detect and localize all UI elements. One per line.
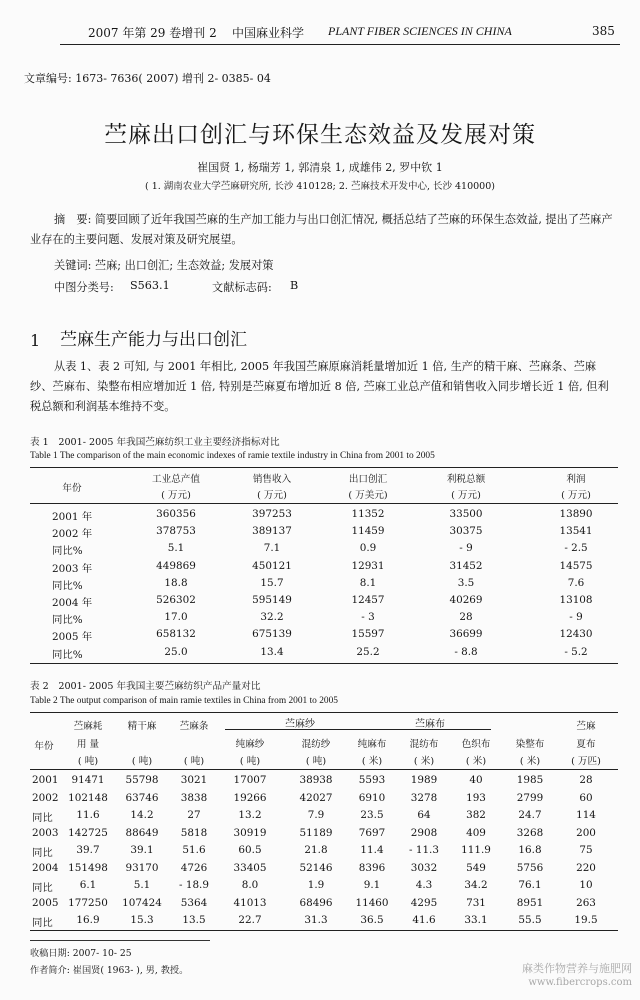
table2-header-unit: ( 米): [413, 756, 435, 767]
table1-row-label: 同比%: [52, 579, 83, 592]
table2-cell: 2799: [516, 791, 544, 804]
table2-cell: 64: [417, 809, 431, 821]
table2-group-cloth: 苎麻布: [415, 719, 445, 730]
table1-row-label: 2001 年: [52, 511, 93, 523]
table2-cell: 21.8: [304, 844, 328, 856]
table2-cell: 177250: [68, 896, 108, 909]
table2-cell: 52146: [299, 861, 333, 874]
table1-cell: 15597: [351, 628, 385, 641]
table2-header-cell: 年份: [34, 741, 54, 752]
table2-cell: 93170: [125, 861, 159, 874]
table1-header-cell: 出口创汇: [348, 474, 388, 485]
table2-cell: 55.5: [518, 914, 542, 926]
table2-cell: 41.6: [412, 914, 436, 926]
table1-row-label: 2004 年: [52, 597, 93, 609]
table1-cell: - 9: [569, 611, 583, 624]
table1-caption-cn: 表 1 2001- 2005 年我国苎麻纺织工业主要经济指标对比: [30, 437, 280, 448]
table1-header-unit: ( 万元): [451, 490, 481, 501]
table2-cell: 151498: [68, 861, 108, 874]
table2-header-cell: 夏布: [576, 739, 596, 750]
table2-header-cell: 混纺布: [409, 739, 439, 750]
table2-cell: 14.2: [130, 809, 154, 821]
table1-bottom-rule: [30, 663, 618, 664]
table1-cell: 13.4: [260, 645, 284, 658]
clc-label: 中图分类号:: [54, 281, 114, 294]
table2-cell: 1989: [410, 774, 438, 786]
table2-caption-cn: 表 2 2001- 2005 年我国主要苎麻纺织产品产量对比: [30, 681, 261, 692]
table2-cell: 41013: [233, 896, 267, 909]
table1-cell: - 2.5: [564, 542, 588, 555]
table1-cell: 13890: [559, 508, 593, 520]
table1-cell: - 8.8: [454, 645, 478, 658]
table1-cell: 12931: [351, 559, 385, 572]
table2-cell: 193: [466, 791, 486, 804]
clc-value: S563.1: [130, 279, 170, 292]
table2-cell: 8396: [358, 861, 386, 874]
table2-cell: 60: [579, 791, 593, 804]
section-title: 苎麻生产能力与出口创汇: [60, 330, 247, 350]
table2-cell: 17007: [233, 774, 267, 786]
table2-cell: 11.6: [76, 809, 100, 821]
table2-bottom-rule: [30, 930, 618, 931]
table1-cell: 33500: [449, 508, 483, 520]
table2-header-unit: ( 万匹): [571, 756, 601, 767]
table2-header-cell: 纯麻布: [357, 739, 387, 750]
table2-cell: 36.5: [360, 914, 384, 926]
table2-cell: 63746: [125, 791, 159, 804]
table1-cell: - 3: [361, 611, 375, 624]
table2-row-label: 同比: [32, 882, 53, 894]
keywords: 关键词: 苎麻; 出口创汇; 生态效益; 发展对策: [54, 259, 274, 272]
table1-row-label: 2002 年: [52, 528, 93, 541]
table2-cell: 22.7: [238, 914, 262, 926]
table1-cell: 526302: [156, 594, 196, 606]
paper-title: 苎麻出口创汇与环保生态效益及发展对策: [104, 122, 536, 148]
table2-cell: 68496: [299, 896, 333, 909]
table2-cell: 102148: [68, 791, 108, 804]
table2-cell: - 11.3: [409, 844, 439, 856]
table1-header-cell: 利润: [566, 474, 586, 485]
table2-cell: 7697: [358, 826, 386, 839]
table1-header-cell: 年份: [62, 483, 82, 494]
table2-cell: 31.3: [304, 914, 328, 926]
table2-cell: 4726: [180, 861, 208, 874]
table1-cell: 15.7: [260, 576, 284, 589]
table2-row-label: 2002: [32, 791, 59, 804]
table1-cell: 28: [459, 611, 473, 624]
table1-header-cell: 工业总产值: [152, 474, 200, 485]
watermark-url: www.fibercrops.com: [528, 977, 632, 988]
table2-cell: 15.3: [130, 914, 154, 926]
table2-cell: 19.5: [574, 914, 598, 926]
table1-cell: 11459: [351, 525, 385, 538]
table1-cell: 5.1: [167, 542, 185, 555]
table2-row-label: 同比: [32, 812, 53, 824]
table1-cell: 18.8: [164, 576, 188, 589]
table2-cell: 5364: [180, 896, 208, 909]
table2-cell: 2908: [410, 826, 438, 839]
table1-cell: 25.0: [164, 645, 188, 658]
table2-cell: 1985: [516, 774, 544, 786]
table2-header-unit: ( 吨): [239, 756, 261, 767]
table1-cell: 17.0: [164, 611, 188, 624]
table2-cell: 263: [576, 896, 596, 909]
header-journal-cn: 中国麻业科学: [232, 26, 305, 40]
header-page-number: 385: [592, 24, 615, 38]
table2-row-label: 2004: [32, 861, 59, 874]
table2-header-cell: 纯麻纱: [235, 739, 265, 750]
table1-row-label: 同比%: [52, 648, 83, 661]
table2-header-unit: ( 吨): [305, 756, 327, 767]
table2-row-label: 同比: [32, 917, 53, 929]
table1-caption-en: Table 1 The comparison of the main economic indexes of ramie textile industry in China from 2001 to 2005: [30, 451, 435, 461]
table2-row-label: 2003: [32, 826, 59, 839]
table1-cell: 389137: [252, 525, 292, 538]
table2-cell: 6910: [358, 791, 386, 804]
table1-row-label: 2005 年: [52, 631, 93, 644]
table1-header-unit: ( 万美元): [348, 490, 388, 501]
table2-header-unit: ( 米): [519, 756, 541, 767]
section-body: 从表 1、表 2 可知, 与 2001 年相比, 2005 年我国苎麻原麻消耗量增加近 1 倍, 生产的精干麻、苎麻条、苎麻纱、苎麻布、染整布相应增加近 1 倍, 特别是苎麻夏布增加近 8 倍, 苎麻工业总产值和销售收入同步增长近 1 倍, 但利税总额和利润基本维持不变。: [30, 360, 609, 413]
table2-cell: 11.4: [360, 844, 384, 856]
table1-cell: 450121: [252, 559, 292, 572]
table2-cell: 220: [576, 861, 596, 874]
header-rule: [60, 44, 620, 45]
table2-row-label: 2001: [32, 774, 59, 786]
table1-cell: 0.9: [359, 542, 377, 555]
table1-cell: 675139: [252, 628, 292, 641]
table2-cell: 3021: [180, 774, 208, 786]
table2-cell: 549: [466, 861, 486, 874]
table2-header-cell: 苎麻条: [179, 721, 209, 732]
table1-cell: 360356: [156, 508, 196, 520]
table2-cell: 51.6: [182, 844, 206, 856]
table2-cell: 38938: [299, 774, 333, 786]
table2-cell: 23.5: [360, 809, 384, 821]
table2-cell: 33405: [233, 861, 267, 874]
table2-header-cell: 用 量: [76, 739, 100, 750]
table2-cell: 51189: [299, 826, 333, 839]
table1-row-label: 同比%: [52, 614, 83, 627]
table2-cell: 75: [579, 844, 593, 856]
table2-cloth-span-rule: [341, 729, 491, 730]
table2-cell: 11460: [355, 896, 389, 909]
table2-cell: 16.9: [76, 914, 100, 926]
table2-cell: 8951: [516, 896, 544, 909]
table2-cell: 6.1: [79, 879, 97, 891]
doc-code-label: 文献标志码:: [212, 281, 272, 294]
table2-cell: 409: [466, 826, 486, 839]
table2-cell: 34.2: [464, 879, 488, 891]
footnote-rule: [30, 940, 210, 941]
table2-cell: 3278: [410, 791, 438, 804]
table2-cell: 33.1: [464, 914, 488, 926]
table2-cell: 7.9: [307, 809, 325, 821]
table2-cell: 10: [579, 879, 593, 891]
table2-cell: 42027: [299, 791, 333, 804]
table2-cell: 24.7: [518, 809, 542, 821]
table1-header-cell: 销售收入: [252, 474, 292, 485]
table2-cell: 88649: [125, 826, 159, 839]
doc-code-value: B: [290, 279, 299, 292]
table2-cell: 8.0: [241, 879, 259, 891]
table1-cell: 595149: [252, 594, 292, 606]
table2-cell: 91471: [71, 774, 105, 786]
table1-row-label: 同比%: [52, 545, 83, 558]
table1-header-unit: ( 万元): [161, 490, 191, 501]
table1-cell: 7.1: [263, 542, 281, 555]
table2-cell: 30919: [233, 826, 267, 839]
table1-cell: 8.1: [359, 576, 377, 589]
table2-cell: 111.9: [461, 844, 491, 856]
table2-cell: 40: [469, 774, 483, 786]
article-number: 文章编号: 1673- 7636( 2007) 增刊 2- 0385- 04: [24, 72, 271, 85]
table1-cell: 36699: [449, 628, 483, 641]
table2-cell: 16.8: [518, 844, 542, 856]
table2-cell: 3032: [410, 861, 438, 874]
table2-cell: 5756: [516, 861, 544, 874]
table2-cell: 39.7: [76, 844, 100, 856]
table1-cell: 13541: [559, 525, 593, 538]
affiliation: ( 1. 湖南农业大学苎麻研究所, 长沙 410128; 2. 苎麻技术开发中心, 长沙 410000): [145, 181, 495, 192]
table2-header-cell: 精干麻: [127, 721, 157, 732]
table2-cell: 13.5: [182, 914, 206, 926]
table2-cell: 60.5: [238, 844, 262, 856]
table1-cell: 11352: [351, 508, 385, 520]
table1-cell: 12430: [559, 628, 593, 641]
author-list: 崔国贤 1, 杨瑞芳 1, 郭清泉 1, 成雄伟 2, 罗中钦 1: [197, 161, 443, 174]
table1-cell: 30375: [449, 525, 483, 538]
table2-cell: 1.9: [307, 879, 325, 891]
table1-header-rule: [30, 503, 618, 504]
table2-cell: 5818: [180, 826, 208, 839]
table1-cell: 12457: [351, 594, 385, 606]
table2-cell: 27: [187, 809, 201, 821]
table1-row-label: 2003 年: [52, 562, 93, 575]
table2-cell: 28: [579, 774, 593, 786]
table2-header-cell: 染整布: [515, 739, 545, 750]
table2-cell: 107424: [122, 896, 162, 909]
table1-top-rule: [30, 467, 618, 468]
table1-cell: 397253: [252, 508, 292, 520]
table1-cell: 3.5: [457, 576, 475, 589]
table1-cell: 13108: [559, 594, 593, 606]
table2-cell: 4.3: [415, 879, 433, 891]
table2-cell: 5593: [358, 774, 386, 786]
table1-cell: 378753: [156, 525, 196, 538]
table2-row-label: 同比: [32, 847, 53, 859]
table1-cell: 31452: [449, 559, 483, 572]
table1-header-unit: ( 万元): [561, 490, 591, 501]
table2-top-rule: [30, 712, 618, 713]
table1-header-cell: 利税总额: [446, 474, 486, 485]
table1-cell: - 5.2: [564, 645, 588, 658]
received-date: 收稿日期: 2007- 10- 25: [30, 948, 132, 959]
table2-cell: 3838: [180, 791, 208, 804]
table1-cell: - 9: [459, 542, 473, 555]
watermark-name: 麻类作物营养与施肥网: [522, 962, 632, 975]
table2-header-unit: ( 米): [361, 756, 383, 767]
section-number: 1: [30, 331, 41, 350]
table2-cell: - 18.9: [179, 879, 209, 891]
table2-header-unit: ( 吨): [183, 756, 205, 767]
table2-row-label: 2005: [32, 896, 59, 909]
table1-cell: 40269: [449, 594, 483, 606]
table2-header-cell: 色织布: [461, 739, 491, 750]
table2-header-rule: [30, 769, 618, 770]
author-bio: 作者简介: 崔国贤( 1963- ), 男, 教授。: [30, 965, 189, 976]
header-issue: 2007 年第 29 卷增刊 2: [88, 26, 217, 40]
table2-header-cell: 苎麻耗: [73, 721, 103, 732]
table2-header-unit: ( 米): [465, 756, 487, 767]
table2-cell: 114: [576, 809, 596, 821]
table2-cell: 13.2: [238, 809, 262, 821]
table1-cell: 25.2: [356, 645, 380, 658]
table2-cell: 200: [576, 826, 596, 839]
table2-cell: 76.1: [518, 879, 542, 891]
table1-header-unit: ( 万元): [257, 490, 287, 501]
table2-caption-en: Table 2 The output comparison of main ramie textiles in China from 2001 to 2005: [30, 696, 338, 706]
header-journal-en: PLANT FIBER SCIENCES IN CHINA: [328, 24, 512, 38]
table2-cell: 3268: [516, 826, 544, 839]
table1-cell: 658132: [156, 628, 196, 641]
table2-cell: 142725: [68, 826, 108, 839]
table2-header-unit: ( 吨): [77, 756, 99, 767]
table2-cell: 382: [466, 809, 486, 821]
table2-cell: 4295: [410, 896, 438, 909]
table2-header-cell: 混纺纱: [301, 739, 331, 750]
table1-cell: 14575: [559, 559, 593, 572]
table1-cell: 32.2: [260, 611, 284, 624]
abstract: 摘 要: 简要回顾了近年我国苎麻的生产加工能力与出口创汇情况, 概括总结了苎麻的环保生态效益, 提出了苎麻产业存在的主要问题、发展对策及研究展望。: [30, 213, 613, 246]
table2-header-unit: ( 吨): [131, 756, 153, 767]
table2-cell: 5.1: [133, 879, 151, 891]
table2-header-cell: 苎麻: [576, 721, 596, 732]
table1-cell: 449869: [156, 559, 196, 572]
table2-cell: 19266: [233, 791, 267, 804]
table2-cell: 9.1: [363, 879, 381, 891]
table2-cell: 731: [466, 896, 486, 909]
table2-cell: 55798: [125, 774, 159, 786]
table1-cell: 7.6: [567, 576, 585, 589]
table2-cell: 39.1: [130, 844, 154, 856]
table2-group-yarn: 苎麻纱: [285, 719, 315, 730]
